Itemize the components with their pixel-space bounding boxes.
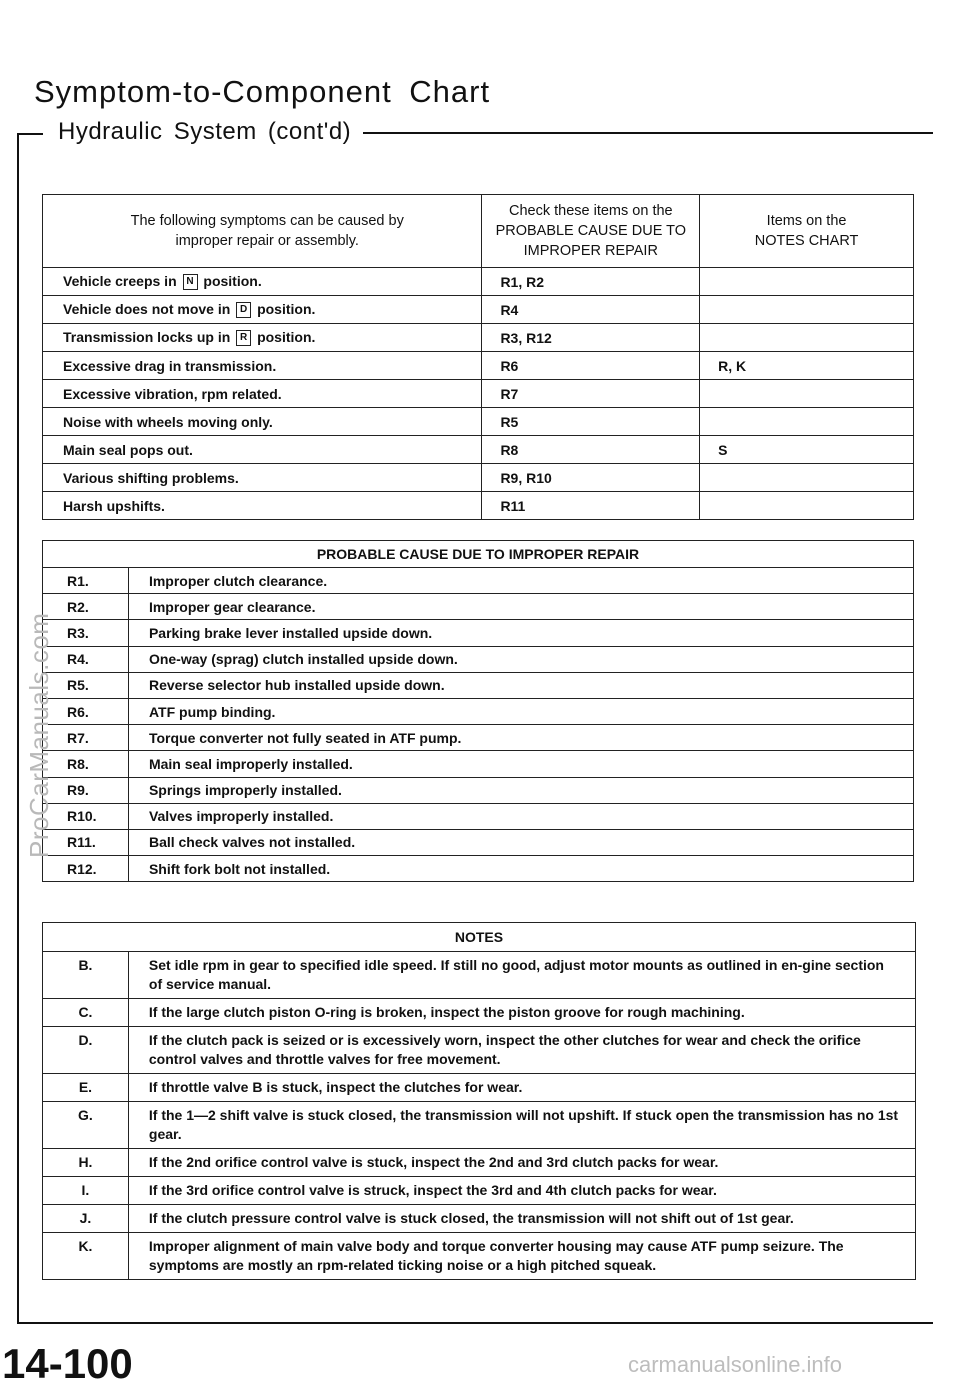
cause-ref-cell: R4 — [482, 296, 700, 324]
cause-row — [43, 672, 914, 698]
notes-ref-cell: S — [700, 436, 914, 464]
cause-id: R7. — [43, 725, 129, 751]
cause-text: Shift fork bolt not installed. — [128, 856, 913, 882]
note-id: K. — [43, 1233, 129, 1280]
symptom-text: Main seal pops out. — [63, 441, 193, 458]
notes-title-row — [43, 923, 916, 952]
symptom-row — [43, 296, 914, 324]
symptom-row — [43, 464, 914, 492]
symptom-cell — [43, 464, 482, 492]
notes-title: NOTES — [43, 923, 916, 952]
note-text: Set idle rpm in gear to specified idle speed. If still no good, adjust motor mounts as outlined in en-gine section of service manual. — [128, 952, 915, 999]
symptom-text-suffix: position. — [257, 328, 316, 345]
watermark: ProCarManuals.com — [24, 612, 54, 858]
symptom-text: Harsh upshifts. — [63, 497, 165, 514]
cause-row — [43, 751, 914, 777]
note-row — [43, 999, 916, 1027]
cause-id: R12. — [43, 856, 129, 882]
symptom-cell — [43, 436, 482, 464]
cause-id: R8. — [43, 751, 129, 777]
note-text: If the clutch pressure control valve is stuck closed, the transmission will not shift out of 1st gear. — [128, 1205, 915, 1233]
symptom-cell — [43, 492, 482, 520]
cause-id: R6. — [43, 698, 129, 724]
symptom-header: The following symptoms can be caused by improper repair or assembly. — [43, 195, 482, 268]
symptom-cell — [43, 268, 482, 296]
note-row — [43, 1074, 916, 1102]
notes-ref-cell — [700, 296, 914, 324]
gear-position-icon: N — [183, 274, 198, 290]
cause-text: Parking brake lever installed upside down. — [128, 620, 913, 646]
note-row — [43, 1177, 916, 1205]
cause-id: R4. — [43, 646, 129, 672]
cause-text: One-way (sprag) clutch installed upside down. — [128, 646, 913, 672]
cause-ref-cell: R7 — [482, 380, 700, 408]
cause-ref-cell: R9, R10 — [482, 464, 700, 492]
cause-id: R2. — [43, 594, 129, 620]
note-row — [43, 1102, 916, 1149]
cause-text: Valves improperly installed. — [128, 803, 913, 829]
cause-id: R1. — [43, 568, 129, 594]
note-row — [43, 1027, 916, 1074]
gear-position-icon: D — [236, 302, 251, 318]
note-text: If throttle valve B is stuck, inspect the clutches for wear. — [128, 1074, 915, 1102]
probable-cause-title: PROBABLE CAUSE DUE TO IMPROPER REPAIR — [43, 541, 914, 568]
cause-ref-cell: R3, R12 — [482, 324, 700, 352]
probable-cause-title-row — [43, 541, 914, 568]
symptom-row — [43, 352, 914, 380]
notes-table — [42, 922, 916, 1280]
cause-ref-cell: R8 — [482, 436, 700, 464]
section-subtitle: Hydraulic System (cont'd) — [58, 118, 352, 145]
cause-text: Reverse selector hub installed upside down. — [128, 672, 913, 698]
symptom-cell — [43, 324, 482, 352]
header-rule-right — [363, 132, 933, 134]
note-text: If the clutch pack is seized or is excessively worn, inspect the other clutches for wear and check the orifice control valves and throttle valves for free movement. — [128, 1027, 915, 1074]
frame-bottom-rule — [17, 1322, 933, 1324]
cause-id: R9. — [43, 777, 129, 803]
cause-row — [43, 646, 914, 672]
cause-row — [43, 803, 914, 829]
symptom-text: Excessive vibration, rpm related. — [63, 385, 282, 402]
page-number: 14-100 — [2, 1340, 133, 1387]
symptom-table — [42, 194, 914, 520]
note-id: I. — [43, 1177, 129, 1205]
cause-text: Ball check valves not installed. — [128, 829, 913, 855]
notes-ref-cell — [700, 492, 914, 520]
symptom-text: Various shifting problems. — [63, 469, 239, 486]
symptom-text-suffix: position. — [257, 300, 316, 317]
note-row — [43, 1205, 916, 1233]
notes-ref-cell — [700, 408, 914, 436]
cause-text: Improper clutch clearance. — [128, 568, 913, 594]
cause-row — [43, 594, 914, 620]
note-row — [43, 952, 916, 999]
note-id: E. — [43, 1074, 129, 1102]
note-id: J. — [43, 1205, 129, 1233]
symptom-text: Excessive drag in transmission. — [63, 357, 277, 374]
notes-ref-cell — [700, 380, 914, 408]
cause-row — [43, 725, 914, 751]
note-id: B. — [43, 952, 129, 999]
cause-ref-cell: R11 — [482, 492, 700, 520]
header-rule-left — [17, 133, 43, 135]
cause-id: R3. — [43, 620, 129, 646]
cause-ref-cell: R5 — [482, 408, 700, 436]
note-id: D. — [43, 1027, 129, 1074]
cause-row — [43, 777, 914, 803]
notes-ref-cell — [700, 324, 914, 352]
cause-ref-cell: R1, R2 — [482, 268, 700, 296]
note-id: C. — [43, 999, 129, 1027]
symptom-text: Transmission locks up in — [63, 328, 231, 345]
cause-row — [43, 829, 914, 855]
cause-row — [43, 568, 914, 594]
symptom-cell — [43, 380, 482, 408]
note-id: H. — [43, 1149, 129, 1177]
footer-url: carmanualsonline.info — [628, 1352, 843, 1377]
symptom-text: Vehicle creeps in — [63, 272, 177, 289]
symptom-row — [43, 436, 914, 464]
symptom-row — [43, 408, 914, 436]
probable-cause-table — [42, 540, 914, 882]
symptom-cell — [43, 408, 482, 436]
cause-text: Main seal improperly installed. — [128, 751, 913, 777]
cause-row — [43, 620, 914, 646]
symptom-text-suffix: position. — [203, 272, 262, 289]
note-text: If the 3rd orifice control valve is struck, inspect the 3rd and 4th clutch packs for wear. — [128, 1177, 915, 1205]
symptom-text: Noise with wheels moving only. — [63, 413, 273, 430]
symptom-cell — [43, 352, 482, 380]
probable-cause-header: Check these items on the PROBABLE CAUSE DUE TO IMPROPER REPAIR — [482, 195, 700, 268]
cause-id: R11. — [43, 829, 129, 855]
notes-ref-cell — [700, 268, 914, 296]
cause-row — [43, 698, 914, 724]
note-text: If the 1—2 shift valve is stuck closed, the transmission will not upshift. If stuck open the transmission has no 1st gear. — [128, 1102, 915, 1149]
symptom-table-header — [43, 195, 914, 268]
cause-text: Improper gear clearance. — [128, 594, 913, 620]
frame-left-rule — [17, 133, 19, 1323]
notes-ref-cell — [700, 464, 914, 492]
note-id: G. — [43, 1102, 129, 1149]
symptom-cell — [43, 296, 482, 324]
symptom-row — [43, 380, 914, 408]
gear-position-icon: R — [236, 330, 251, 346]
notes-chart-header: Items on the NOTES CHART — [700, 195, 914, 268]
cause-id: R10. — [43, 803, 129, 829]
symptom-row — [43, 492, 914, 520]
note-text: If the large clutch piston O-ring is broken, inspect the piston groove for rough machining. — [128, 999, 915, 1027]
symptom-row — [43, 268, 914, 296]
note-text: Improper alignment of main valve body and torque converter housing may cause ATF pump seizure. The symptoms are mostly an rpm-related ticking noise or a high pitched squeak. — [128, 1233, 915, 1280]
note-text: If the 2nd orifice control valve is stuck, inspect the 2nd and 3rd clutch packs for wear. — [128, 1149, 915, 1177]
cause-row — [43, 856, 914, 882]
page-title: Symptom-to-Component Chart — [34, 74, 491, 109]
notes-ref-cell: R, K — [700, 352, 914, 380]
cause-text: Springs improperly installed. — [128, 777, 913, 803]
note-row — [43, 1233, 916, 1280]
cause-ref-cell: R6 — [482, 352, 700, 380]
note-row — [43, 1149, 916, 1177]
cause-text: ATF pump binding. — [128, 698, 913, 724]
symptom-text: Vehicle does not move in — [63, 300, 231, 317]
symptom-row — [43, 324, 914, 352]
cause-text: Torque converter not fully seated in ATF pump. — [128, 725, 913, 751]
cause-id: R5. — [43, 672, 129, 698]
